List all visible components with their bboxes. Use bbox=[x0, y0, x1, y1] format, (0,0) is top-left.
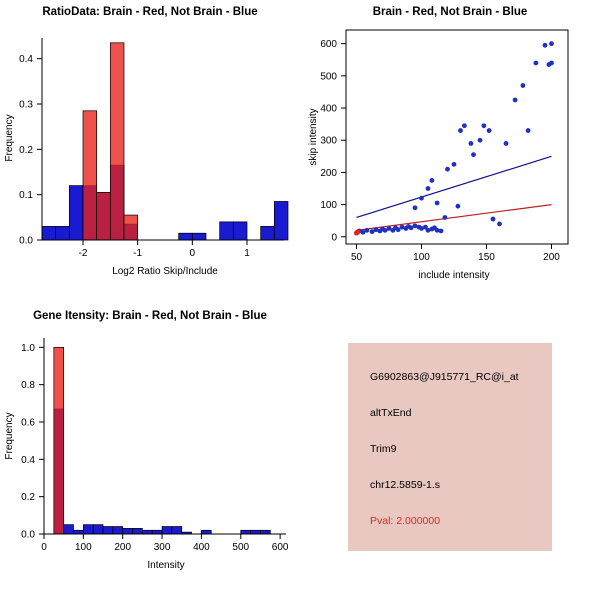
hist-bar-not-brain bbox=[74, 530, 84, 534]
hist-bar-brain bbox=[97, 192, 111, 240]
hist-bar-not-brain bbox=[162, 527, 172, 534]
scatter-point-not-brain bbox=[549, 41, 554, 46]
ratio-histogram-title: RatioData: Brain - Red, Not Brain - Blue bbox=[42, 6, 258, 18]
hist-bar-not-brain bbox=[260, 530, 270, 534]
x-tick-label: 200 bbox=[543, 252, 560, 263]
y-tick-label: 100 bbox=[320, 200, 337, 212]
y-tick-label: 0.1 bbox=[19, 190, 33, 202]
scatter-point-not-brain bbox=[526, 128, 531, 133]
scatter-point-not-brain bbox=[456, 204, 461, 209]
y-tick-label: 0.3 bbox=[19, 99, 33, 111]
y-tick-label: 300 bbox=[320, 135, 337, 147]
x-axis-label: Log2 Ratio Skip/Include bbox=[112, 266, 218, 277]
probe-id-line: G6902863@J915771_RC@i_at bbox=[370, 371, 519, 383]
scatter-point-not-brain bbox=[430, 178, 435, 183]
hist-bar-brain bbox=[124, 215, 138, 240]
scatter-point-not-brain bbox=[419, 196, 424, 201]
y-tick-label: 0.4 bbox=[19, 54, 33, 66]
x-tick-label: 300 bbox=[153, 542, 171, 553]
y-tick-label: 0.0 bbox=[19, 235, 33, 247]
hist-bar-not-brain bbox=[142, 530, 152, 534]
hist-bar-not-brain bbox=[192, 233, 206, 240]
hist-bar-not-brain bbox=[123, 528, 133, 534]
x-tick-label: 150 bbox=[478, 252, 495, 263]
scatter-point-not-brain bbox=[365, 228, 370, 233]
scatter-point-not-brain bbox=[543, 43, 548, 48]
y-tick-label: 500 bbox=[320, 71, 337, 83]
y-axis-label: skip intensity bbox=[308, 108, 319, 166]
y-tick-label: 0.4 bbox=[21, 454, 35, 466]
hist-bar-not-brain bbox=[83, 525, 93, 534]
scatter-point-not-brain bbox=[413, 205, 418, 210]
x-tick-label: 400 bbox=[193, 542, 210, 553]
scatter-point-not-brain bbox=[482, 123, 487, 128]
gene-info-box bbox=[348, 343, 552, 551]
hist-bar-not-brain bbox=[220, 222, 234, 240]
hist-bar-not-brain bbox=[64, 525, 74, 534]
x-tick-label: 1 bbox=[244, 248, 250, 259]
gene-info-panel bbox=[348, 343, 552, 551]
y-tick-label: 0.6 bbox=[21, 417, 35, 429]
scatter-point-not-brain bbox=[504, 141, 509, 146]
scatter-point-not-brain bbox=[534, 61, 539, 66]
hist-bar-not-brain bbox=[152, 530, 162, 534]
gene-intensity-svg bbox=[0, 322, 300, 592]
x-tick-label: -1 bbox=[133, 248, 143, 259]
x-tick-label: 0 bbox=[189, 248, 196, 259]
hist-bar-not-brain bbox=[261, 226, 275, 240]
scatter-point-not-brain bbox=[487, 128, 492, 133]
intensity-scatter-svg bbox=[300, 18, 600, 294]
hist-bar-not-brain bbox=[113, 527, 123, 534]
hist-bar-not-brain bbox=[56, 226, 70, 240]
scatter-point-not-brain bbox=[462, 123, 467, 128]
y-tick-label: 600 bbox=[320, 39, 337, 51]
locus-line: chr12.5859-1.s bbox=[370, 479, 441, 491]
gene-intensity-panel bbox=[0, 310, 300, 600]
y-tick-label: 1.0 bbox=[21, 342, 35, 354]
scatter-point-not-brain bbox=[458, 128, 463, 133]
hist-bar-not-brain bbox=[179, 233, 193, 240]
scatter-point-not-brain bbox=[497, 222, 502, 227]
hist-bar-not-brain bbox=[133, 528, 143, 534]
y-tick-label: 0.0 bbox=[21, 529, 35, 541]
hist-bar-not-brain bbox=[103, 527, 113, 534]
hist-bar-not-brain bbox=[93, 525, 103, 534]
x-tick-label: 600 bbox=[271, 542, 289, 553]
scatter-point-not-brain bbox=[443, 215, 448, 220]
scatter-point-not-brain bbox=[469, 141, 474, 146]
hist-bar-brain bbox=[110, 43, 124, 240]
hist-bar-not-brain bbox=[172, 527, 182, 534]
gene-intensity-title: Gene Itensity: Brain - Red, Not Brain - Blue bbox=[33, 310, 267, 322]
x-tick-label: 0 bbox=[41, 542, 47, 553]
event-type-line: altTxEnd bbox=[370, 407, 412, 419]
pvalue-line: Pval: 2.000000 bbox=[370, 515, 441, 527]
scatter-point-not-brain bbox=[439, 229, 444, 234]
scatter-point-not-brain bbox=[452, 162, 457, 167]
scatter-point-not-brain bbox=[521, 83, 526, 88]
ratio-histogram-panel bbox=[0, 6, 300, 302]
hist-bar-brain bbox=[83, 111, 97, 240]
intensity-scatter-panel bbox=[300, 6, 600, 302]
scatter-point-not-brain bbox=[513, 98, 518, 103]
ratio-histogram-svg bbox=[0, 18, 300, 294]
x-tick-label: -2 bbox=[78, 248, 88, 259]
hist-bar-not-brain bbox=[42, 226, 56, 240]
y-tick-label: 400 bbox=[320, 103, 337, 115]
x-axis-label: include intensity bbox=[418, 270, 490, 281]
gene-symbol-line: Trim9 bbox=[370, 443, 397, 455]
x-tick-label: 500 bbox=[232, 542, 250, 553]
x-tick-label: 200 bbox=[114, 542, 132, 553]
x-tick-label: 50 bbox=[350, 252, 363, 263]
scatter-point-not-brain bbox=[478, 138, 483, 143]
scatter-point-not-brain bbox=[426, 186, 431, 191]
y-axis-label: Frequency bbox=[4, 114, 15, 162]
scatter-point-not-brain bbox=[435, 201, 440, 206]
y-tick-label: 200 bbox=[320, 167, 337, 179]
y-tick-label: 0.8 bbox=[21, 380, 35, 392]
scatter-point-brain bbox=[355, 229, 360, 234]
intensity-scatter-title: Brain - Red, Not Brain - Blue bbox=[372, 6, 528, 18]
x-tick-label: 100 bbox=[413, 252, 430, 263]
y-tick-label: 0.2 bbox=[21, 492, 35, 504]
scatter-point-not-brain bbox=[471, 152, 476, 157]
x-tick-label: 100 bbox=[75, 542, 92, 553]
hist-bar-not-brain bbox=[233, 222, 247, 240]
hist-bar-brain bbox=[54, 347, 64, 534]
hist-bar-not-brain bbox=[241, 530, 251, 534]
scatter-point-not-brain bbox=[491, 217, 496, 222]
y-axis-label: Frequency bbox=[4, 412, 15, 460]
y-tick-label: 0.2 bbox=[19, 144, 33, 156]
scatter-point-not-brain bbox=[549, 61, 554, 66]
hist-bar-not-brain bbox=[69, 186, 83, 240]
hist-bar-not-brain bbox=[274, 201, 288, 240]
hist-bar-not-brain bbox=[251, 530, 261, 534]
scatter-point-not-brain bbox=[445, 167, 450, 172]
y-tick-label: 0 bbox=[331, 232, 337, 244]
x-axis-label: Intensity bbox=[147, 560, 185, 571]
hist-bar-not-brain bbox=[201, 530, 211, 534]
